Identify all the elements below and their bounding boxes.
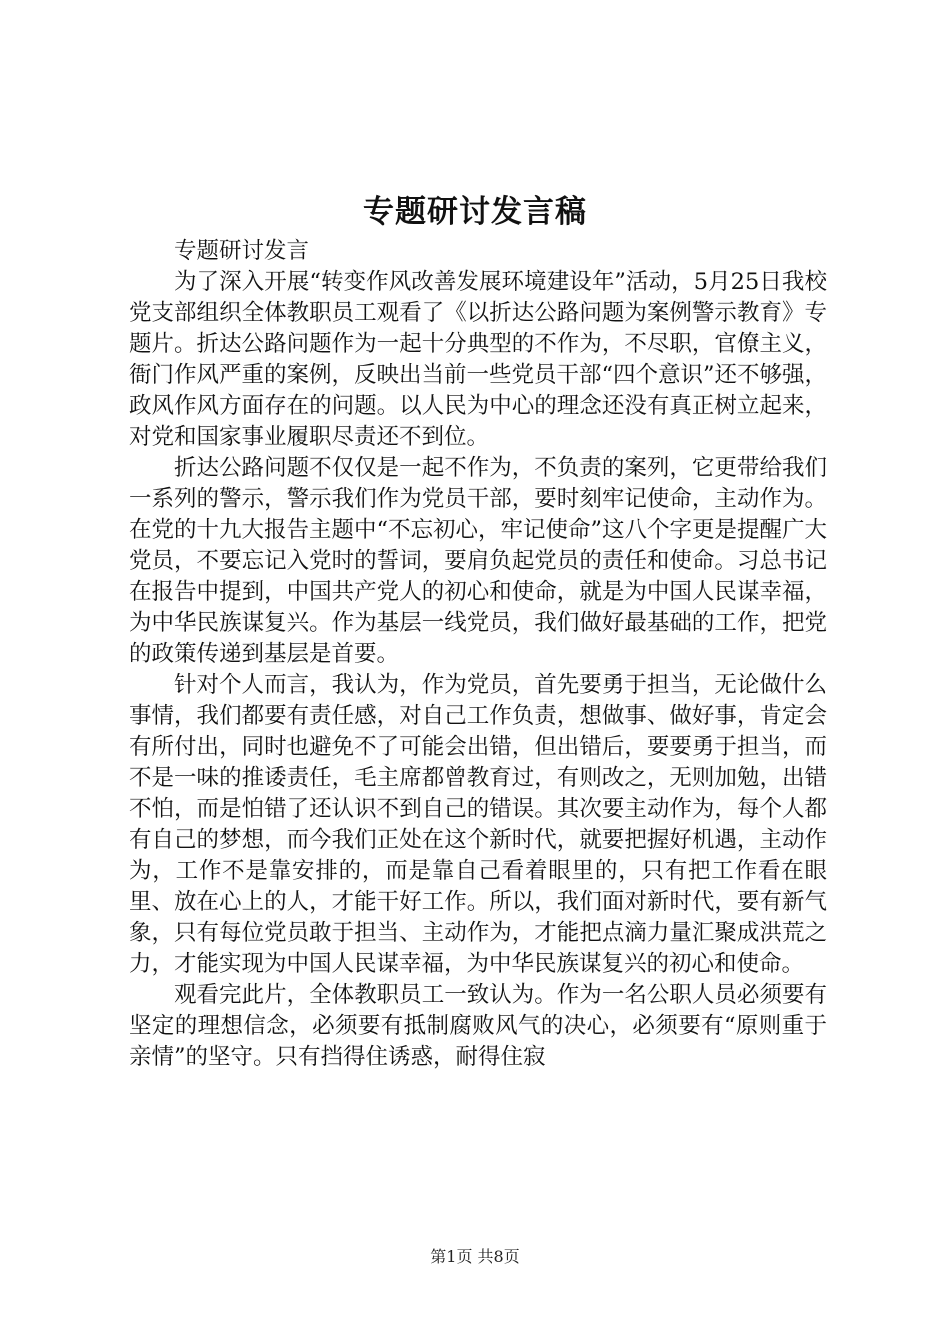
paragraph: 折达公路问题不仅仅是一起不作为，不负责的案列，它更带给我们一系列的警示，警示我们作为党员干部，要时刻牢记使命，主动作为。在党的十九大报告主题中“不忘初心，牢记使命”这八个字更是提醒广大党员，不要忘记入党时的誓词，要肩负起党员的责任和使命。习总书记在报告中提到，中国共产党人的初心和使命，就是为中国人民谋幸福，为中华民族谋复兴。作为基层一线党员，我们做好最基础的工作，把党的政策传递到基层是首要。 [129, 455, 828, 667]
page-number-footer: 第1页 共8页 [430, 1247, 520, 1266]
paragraph: 为了深入开展“转变作风改善发展环境建设年”活动，5月25日我校党支部组织全体教职员工观看了《以折达公路问题为案例警示教育》专题片。折达公路问题作为一起十分典型的不作为，不尽职，官僚主义，衙门作风严重的案例，反映出当前一些党员干部“四个意识”还不够强，政风作风方面存在的问题。以人民为中心的理念还没有真正树立起来，对党和国家事业履职尽责还不到位。 [129, 269, 828, 450]
paragraph: 观看完此片，全体教职员工一致认为。作为一名公职人员必须要有坚定的理想信念，必须要有抵制腐败风气的决心，必须要有“原则重于亲情”的坚守。只有挡得住诱惑，耐得住寂 [129, 982, 827, 1070]
document-title: 专题研讨发言稿 [363, 194, 587, 230]
paragraph: 针对个人而言，我认为，作为党员，首先要勇于担当，无论做什么事情，我们都要有责任感，对自己工作负责，想做事、做好事，肯定会有所付出，同时也避免不了可能会出错，但出错后，要要勇于担当，而不是一味的推诿责任，毛主席都曾教育过，有则改之，无则加勉，出错不怕，而是怕错了还认识不到自己的错误。其次要主动作为，每个人都有自己的梦想，而今我们正处在这个新时代，就要把握好机遇，主动作为，工作不是靠安排的，而是靠自己看着眼里的，只有把工作看在眼里、放在心上的人，才能干好工作。所以，我们面对新时代，要有新气象，只有每位党员敢于担当、主动作为，才能把点滴力量汇聚成洪荒之力，才能实现为中国人民谋幸福，为中华民族谋复兴的初心和使命。 [129, 672, 827, 977]
paragraph-subtitle: 专题研讨发言 [174, 238, 310, 264]
document-body [129, 236, 827, 1073]
